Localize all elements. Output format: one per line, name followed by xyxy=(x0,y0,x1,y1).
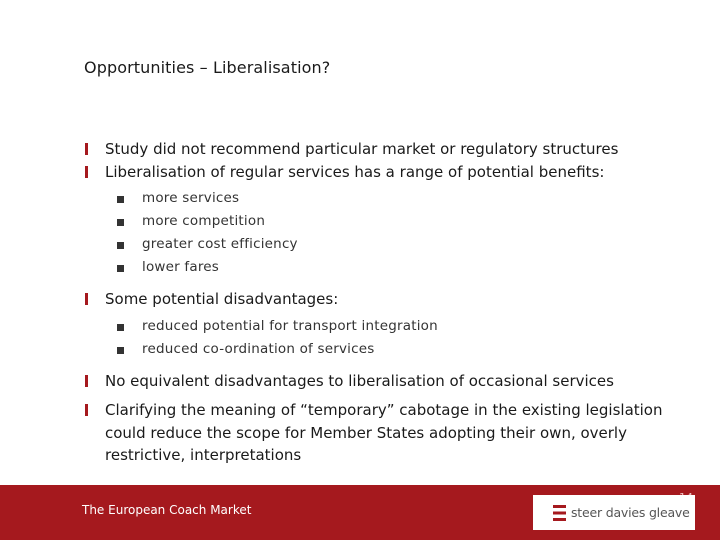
square-bullet-icon xyxy=(117,324,124,331)
slide-footer xyxy=(0,485,720,540)
bullet-item xyxy=(84,161,684,184)
sub-item-text: lower fares xyxy=(142,259,220,275)
square-bullet-icon xyxy=(117,219,124,226)
square-bullet-icon xyxy=(117,265,124,272)
company-logo xyxy=(533,495,695,530)
sub-item-text: more competition xyxy=(142,213,266,229)
sub-item-text: reduced potential for transport integration xyxy=(142,317,438,334)
bullet-text: No equivalent disadvantages to liberalisation of occasional services xyxy=(105,371,614,390)
sub-list-item xyxy=(117,233,684,256)
logo-mark-icon xyxy=(553,505,566,521)
sub-list-item xyxy=(117,256,684,279)
slide-content xyxy=(84,138,684,467)
bullet-marker-icon xyxy=(85,143,88,155)
square-bullet-icon xyxy=(117,196,124,203)
bullet-marker-icon xyxy=(85,375,88,387)
bullet-item xyxy=(84,399,684,467)
bullet-marker-icon xyxy=(85,166,88,178)
bullet-item xyxy=(84,288,684,311)
sub-item-text: reduced co-ordination of services xyxy=(142,340,375,357)
footer-title: The European Coach Market xyxy=(82,503,252,517)
bullet-text: Study did not recommend particular market or regulatory structures xyxy=(105,140,619,158)
bullet-item xyxy=(84,370,684,393)
sub-list-benefits xyxy=(117,187,684,279)
sub-list-item xyxy=(117,210,684,233)
sub-list-item xyxy=(117,315,684,338)
sub-item-text: greater cost efficiency xyxy=(142,236,298,252)
sub-list-item xyxy=(117,338,684,361)
bullet-marker-icon xyxy=(85,404,88,416)
bullet-text: Liberalisation of regular services has a range of potential benefits: xyxy=(105,162,605,181)
sub-list-item xyxy=(117,187,684,210)
bullet-marker-icon xyxy=(85,293,88,305)
bullet-text: Clarifying the meaning of “temporary” cabotage in the existing legislation could reduce the scope for Member States adopting their own, overly restrictive, interpretations xyxy=(105,401,663,464)
sub-item-text: more services xyxy=(142,190,240,206)
bullet-item xyxy=(84,138,684,161)
bullet-text: Some potential disadvantages: xyxy=(105,290,339,308)
slide-title: Opportunities – Liberalisation? xyxy=(84,58,331,77)
logo-text: steer davies gleave xyxy=(571,505,690,520)
sub-list-disadvantages xyxy=(117,315,684,361)
square-bullet-icon xyxy=(117,242,124,249)
square-bullet-icon xyxy=(117,347,124,354)
